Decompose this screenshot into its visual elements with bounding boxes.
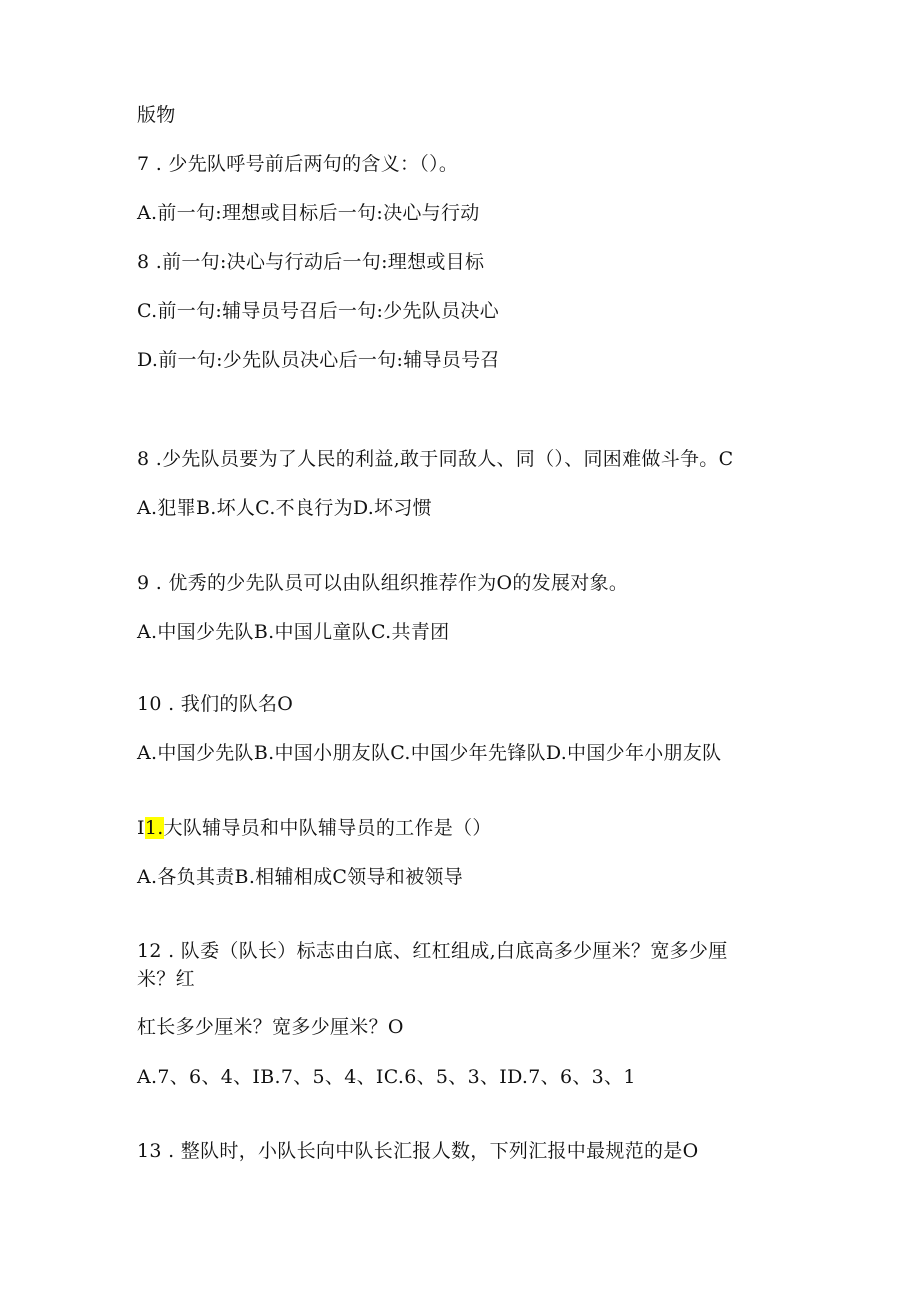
text-line: 杠长多少厘米？宽多少厘米？O [137,1016,404,1038]
option-line: A.各负其责B.相辅相成C领导和被领导 [137,866,464,888]
option-line: A.7、6、4、IB.7、5、4、IC.6、5、3、ID.7、6、3、1 [137,1066,636,1088]
question-11 [137,815,492,841]
option-line: A.中国少先队B.中国儿童队C.共青团 [137,621,450,643]
highlighted-number: 1. [144,817,164,839]
option-line: 8 .前一句:决心与行动后一句:理想或目标 [137,251,485,273]
option-line: A.犯罪B.坏人C.不良行为D.坏习惯 [137,497,432,519]
question-7: 7 . 少先队呼号前后两句的含义：（）。 [137,153,459,175]
option-line: A.中国少先队B.中国小朋友队C.中国少年先锋队D.中国少年小朋友队 [137,742,722,764]
question-11-prefix: I [137,817,145,839]
question-11-text: 大队辅导员和中队辅导员的工作是（） [163,817,492,839]
question-12: 12 . 队委（队长）标志由白底、红杠组成,白底高多少厘米？宽多少厘 [137,940,728,962]
question-13: 13 . 整队时，小队长向中队长汇报人数，下列汇报中最规范的是O [137,1140,699,1162]
option-line: D.前一句:少先队员决心后一句:辅导员号召 [137,349,500,371]
text-line: 米？红 [137,968,195,990]
option-line: A.前一句:理想或目标后一句:决心与行动 [137,202,480,224]
question-9: 9 . 优秀的少先队员可以由队组织推荐作为O的发展对象。 [137,572,629,594]
question-8: 8 .少先队员要为了人民的利益,敢于同敌人、同（）、同困难做斗争。C [137,448,734,470]
text-line: 版物 [137,104,176,126]
question-10: 10 . 我们的队名O [137,693,294,715]
option-line: C.前一句:辅导员号召后一句:少先队员决心 [137,300,500,322]
